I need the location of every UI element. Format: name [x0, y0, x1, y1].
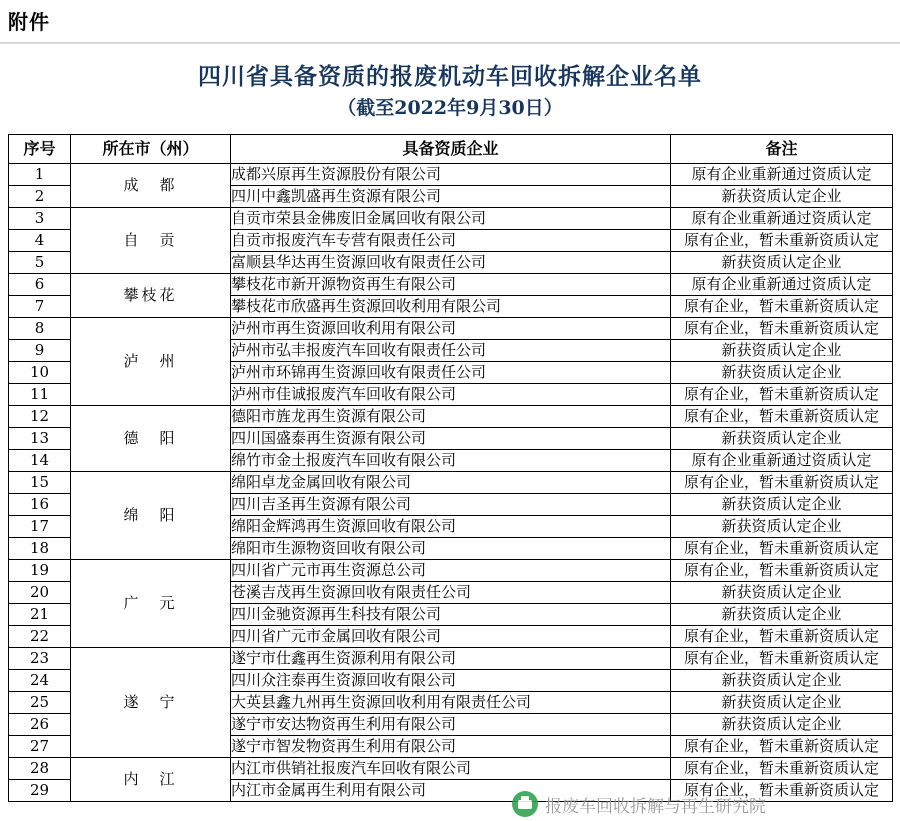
- enterprise-cell: 攀枝花市欣盛再生资源回收利用有限公司: [231, 296, 671, 318]
- enterprise-table: [8, 134, 893, 802]
- table-row: [9, 274, 893, 296]
- note-cell: 原有企业，暂未重新资质认定: [671, 648, 893, 670]
- table-row: [9, 560, 893, 582]
- enterprise-cell: 德阳市旌龙再生资源有限公司: [231, 406, 671, 428]
- note-cell: 原有企业，暂未重新资质认定: [671, 626, 893, 648]
- enterprise-cell: 绵阳金辉鸿再生资源回收有限公司: [231, 516, 671, 538]
- enterprise-cell: 成都兴原再生资源股份有限公司: [231, 164, 671, 186]
- page-subtitle: （截至2022年9月30日）: [337, 97, 563, 119]
- row-index-cell: 21: [9, 604, 71, 626]
- enterprise-cell: 绵阳市生源物资回收有限公司: [231, 538, 671, 560]
- enterprise-cell: 遂宁市仕鑫再生资源利用有限公司: [231, 648, 671, 670]
- title-block: [0, 62, 900, 122]
- enterprise-cell: 遂宁市智发物资再生利用有限公司: [231, 736, 671, 758]
- row-index-cell: 19: [9, 560, 71, 582]
- table-body: [9, 164, 893, 802]
- note-cell: 原有企业，暂未重新资质认定: [671, 406, 893, 428]
- row-index-cell: 26: [9, 714, 71, 736]
- row-index-cell: 18: [9, 538, 71, 560]
- table-row: [9, 164, 893, 186]
- note-cell: 原有企业，暂未重新资质认定: [671, 384, 893, 406]
- note-cell: 原有企业重新通过资质认定: [671, 450, 893, 472]
- attachment-label: 附件: [8, 10, 50, 34]
- header-divider: [0, 42, 900, 44]
- enterprise-cell: 泸州市再生资源回收利用有限公司: [231, 318, 671, 340]
- row-index-cell: 12: [9, 406, 71, 428]
- row-index-cell: 16: [9, 494, 71, 516]
- note-cell: 新获资质认定企业: [671, 362, 893, 384]
- enterprise-cell: 四川省广元市再生资源总公司: [231, 560, 671, 582]
- row-index-cell: 27: [9, 736, 71, 758]
- row-index-cell: 4: [9, 230, 71, 252]
- note-cell: 新获资质认定企业: [671, 252, 893, 274]
- note-cell: 新获资质认定企业: [671, 604, 893, 626]
- row-index-cell: 28: [9, 758, 71, 780]
- row-index-cell: 8: [9, 318, 71, 340]
- enterprise-cell: 苍溪吉茂再生资源回收有限责任公司: [231, 582, 671, 604]
- row-index-cell: 13: [9, 428, 71, 450]
- city-cell: 广 元: [71, 560, 231, 648]
- note-cell: 新获资质认定企业: [671, 494, 893, 516]
- note-cell: 新获资质认定企业: [671, 714, 893, 736]
- row-index-cell: 29: [9, 780, 71, 802]
- enterprise-cell: 四川省广元市金属回收有限公司: [231, 626, 671, 648]
- enterprise-cell: 内江市供销社报废汽车回收有限公司: [231, 758, 671, 780]
- enterprise-cell: 四川吉圣再生资源有限公司: [231, 494, 671, 516]
- note-cell: 原有企业，暂未重新资质认定: [671, 560, 893, 582]
- row-index-cell: 24: [9, 670, 71, 692]
- row-index-cell: 22: [9, 626, 71, 648]
- table-row: [9, 648, 893, 670]
- enterprise-cell: 内江市金属再生利用有限公司: [231, 780, 671, 802]
- table-row: [9, 406, 893, 428]
- row-index-cell: 5: [9, 252, 71, 274]
- row-index-cell: 20: [9, 582, 71, 604]
- page-title: 四川省具备资质的报废机动车回收拆解企业名单: [198, 63, 702, 90]
- note-cell: 原有企业，暂未重新资质认定: [671, 296, 893, 318]
- note-cell: 原有企业，暂未重新资质认定: [671, 780, 893, 802]
- note-cell: 原有企业，暂未重新资质认定: [671, 538, 893, 560]
- enterprise-cell: 泸州市环锦再生资源回收有限责任公司: [231, 362, 671, 384]
- row-index-cell: 2: [9, 186, 71, 208]
- table-row: [9, 472, 893, 494]
- row-index-cell: 6: [9, 274, 71, 296]
- watermark-text: 报废车回收拆解与再生研究院: [545, 796, 766, 817]
- city-cell: 成 都: [71, 164, 231, 208]
- note-cell: 原有企业，暂未重新资质认定: [671, 472, 893, 494]
- note-cell: 新获资质认定企业: [671, 340, 893, 362]
- row-index-cell: 3: [9, 208, 71, 230]
- enterprise-cell: 绵竹市金土报废汽车回收有限公司: [231, 450, 671, 472]
- enterprise-cell: 绵阳卓龙金属回收有限公司: [231, 472, 671, 494]
- city-cell: 绵 阳: [71, 472, 231, 560]
- note-cell: 原有企业重新通过资质认定: [671, 274, 893, 296]
- note-cell: 新获资质认定企业: [671, 582, 893, 604]
- column-header-city: 所在市（州）: [71, 135, 231, 164]
- row-index-cell: 10: [9, 362, 71, 384]
- note-cell: 新获资质认定企业: [671, 516, 893, 538]
- note-cell: 原有企业重新通过资质认定: [671, 208, 893, 230]
- note-cell: 原有企业，暂未重新资质认定: [671, 318, 893, 340]
- row-index-cell: 1: [9, 164, 71, 186]
- enterprise-cell: 泸州市弘丰报废汽车回收有限责任公司: [231, 340, 671, 362]
- city-cell: 内 江: [71, 758, 231, 802]
- city-cell: 德 阳: [71, 406, 231, 472]
- row-index-cell: 17: [9, 516, 71, 538]
- enterprise-cell: 大英县鑫九州再生资源回收利用有限责任公司: [231, 692, 671, 714]
- column-header-enterprise: 具备资质企业: [231, 135, 671, 164]
- enterprise-cell: 四川众注泰再生资源回收有限公司: [231, 670, 671, 692]
- table-row: [9, 208, 893, 230]
- enterprise-cell: 攀枝花市新开源物资再生有限公司: [231, 274, 671, 296]
- table-row: [9, 758, 893, 780]
- row-index-cell: 25: [9, 692, 71, 714]
- table-header-row: [9, 135, 893, 164]
- city-cell: 攀枝花: [71, 274, 231, 318]
- enterprise-cell: 遂宁市安达物资再生利用有限公司: [231, 714, 671, 736]
- note-cell: 新获资质认定企业: [671, 428, 893, 450]
- note-cell: 原有企业，暂未重新资质认定: [671, 230, 893, 252]
- city-cell: 自 贡: [71, 208, 231, 274]
- row-index-cell: 15: [9, 472, 71, 494]
- note-cell: 新获资质认定企业: [671, 670, 893, 692]
- enterprise-cell: 四川中鑫凯盛再生资源有限公司: [231, 186, 671, 208]
- note-cell: 新获资质认定企业: [671, 186, 893, 208]
- enterprise-cell: 富顺县华达再生资源回收有限责任公司: [231, 252, 671, 274]
- enterprise-cell: 自贡市报废汽车专营有限责任公司: [231, 230, 671, 252]
- note-cell: 原有企业重新通过资质认定: [671, 164, 893, 186]
- note-cell: 新获资质认定企业: [671, 692, 893, 714]
- column-header-note: 备注: [671, 135, 893, 164]
- enterprise-cell: 四川国盛泰再生资源有限公司: [231, 428, 671, 450]
- table-row: [9, 318, 893, 340]
- row-index-cell: 11: [9, 384, 71, 406]
- city-cell: 泸 州: [71, 318, 231, 406]
- note-cell: 原有企业，暂未重新资质认定: [671, 736, 893, 758]
- city-cell: 遂 宁: [71, 648, 231, 758]
- enterprise-cell: 泸州市佳诚报废汽车回收有限公司: [231, 384, 671, 406]
- row-index-cell: 9: [9, 340, 71, 362]
- row-index-cell: 14: [9, 450, 71, 472]
- enterprise-cell: 四川金驰资源再生科技有限公司: [231, 604, 671, 626]
- column-header-index: 序号: [9, 135, 71, 164]
- row-index-cell: 23: [9, 648, 71, 670]
- enterprise-cell: 自贡市荣县金佛废旧金属回收有限公司: [231, 208, 671, 230]
- note-cell: 原有企业，暂未重新资质认定: [671, 758, 893, 780]
- row-index-cell: 7: [9, 296, 71, 318]
